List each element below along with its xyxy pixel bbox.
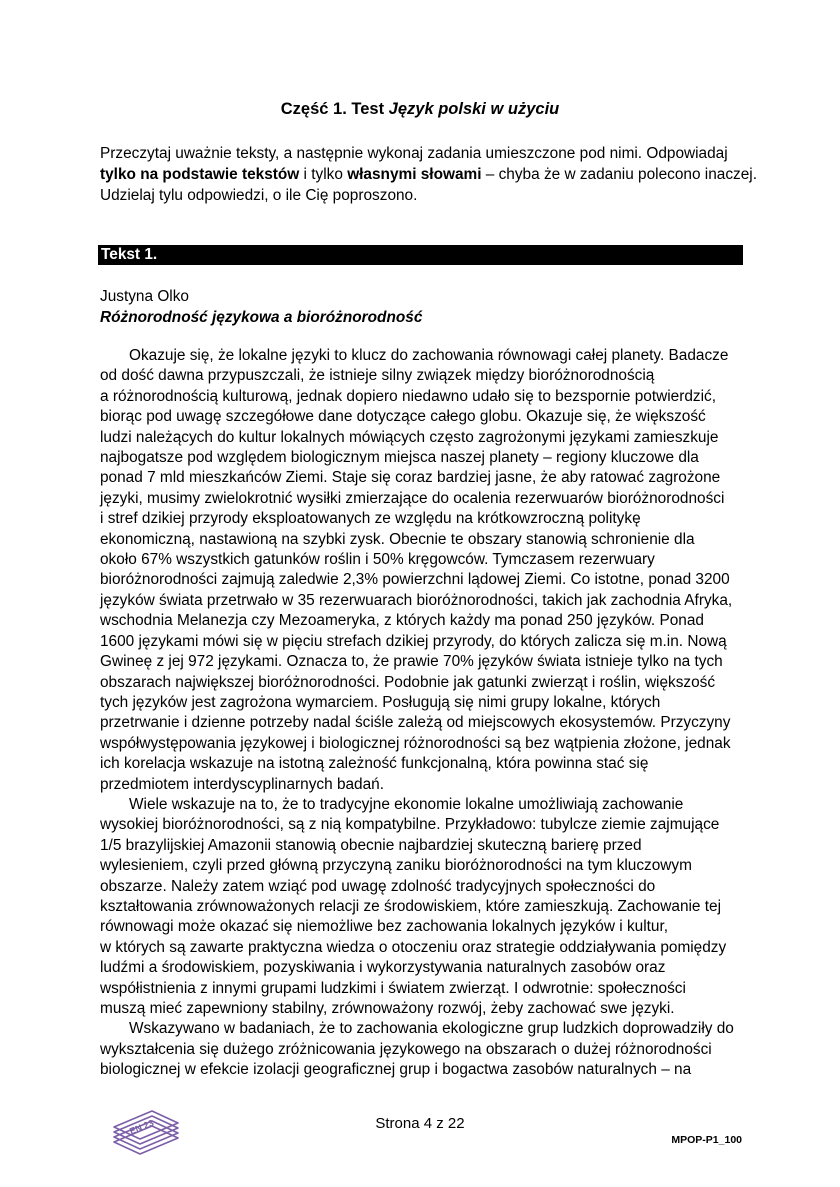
article-line: od dość dawna przypuszczali, że istnieje silny związek między bioróżnorodnością	[100, 367, 655, 385]
article-line: 1/5 brazylijskiej Amazonii stanowią obecnie najbardziej skuteczną barierę przed	[100, 836, 642, 854]
article-line: ekonomiczną, nastawioną na szybki zysk. Obecnie te obszary stanowią schronienie dla	[100, 530, 695, 548]
article-line: kształtowania zrównoważonych relacji ze środowiskiem, które zamieszkują. Zachowanie tej	[100, 897, 722, 915]
article-line: ludźmi a środowiskiem, pozyskiwania i wykorzystywania naturalnych zasobów oraz	[100, 959, 666, 977]
article-line: języki, musimy zwielokrotnić wysiłki zmierzające do ocalenia rezerwuarów bioróżnorodności	[100, 489, 725, 507]
article-body	[100, 346, 745, 1081]
page-title	[0, 99, 840, 119]
article-line: wylesieniem, czyli przed główną przyczyną zaniku bioróżnorodności na tym kluczowym	[100, 857, 692, 875]
intro-text-3: – chyba że w zadaniu polecono inaczej. Udzielaj tylu odpowiedzi, o ile Cię poproszono.	[100, 165, 757, 204]
article-line: Wiele wskazuje na to, że to tradycyjne ekonomie lokalne umożliwiają zachowanie	[129, 795, 684, 813]
exam-code: MPOP-P1_100	[671, 1134, 742, 1146]
article-line: i stref dzikiej przyrody eksploatowanych ze względu na krótkowzroczną politykę	[100, 510, 641, 528]
article-line: równowagi może okazać się niemożliwe bez zachowania lokalnych języków i kultur,	[100, 918, 669, 936]
article-line: ludzi należących do kultur lokalnych mówiących często zagrożonymi językami zamieszkuje	[100, 428, 719, 446]
article-line: współistnienia z innymi grupami ludzkimi i światem zwierząt. I odwrotnie: społeczności	[100, 979, 686, 997]
title-italic: Język polski w użyciu	[388, 100, 560, 118]
article-line: tych języków jest zagrożona wymarciem. Posługują się nimi grupy lokalne, których	[100, 693, 661, 711]
article-line: w których są zawarte praktyczna wiedza o otoczeniu oraz strategie oddziaływania pomiędzy	[100, 938, 727, 956]
article-line: obszarach największej bioróżnorodności. Podobnie jak gatunki zwierząt i roślin, większość	[100, 673, 716, 691]
section-heading: Tekst 1.	[98, 245, 743, 265]
page-number: Strona 4 z 22	[375, 1115, 465, 1132]
article-title: Różnorodność językowa a bioróżnorodność	[100, 309, 423, 326]
article-line: wschodnia Melanezja czy Mezoameryka, z których każdy ma ponad 250 języków. Ponad	[100, 612, 704, 630]
article-line: a różnorodnością kulturową, jednak dopiero niedawno udało się to bezspornie potwierdzić,	[100, 387, 717, 405]
logo-text: EN 23	[128, 1117, 156, 1137]
article-line: współwystępowania językowej i biologicznej różnorodności są bez wątpienia złożone, jednak	[100, 734, 731, 752]
article-line: Wskazywano w badaniach, że to zachowania ekologiczne grup ludzkich doprowadziły do	[129, 1020, 734, 1038]
article-line: ponad 7 mld mieszkańców Ziemi. Staje się coraz bardziej jasne, że aby ratować zagrożone	[100, 469, 721, 487]
article-line: najbogatsze pod względem biologicznym miejsca naszej planety – regiony kluczowe dla	[100, 449, 699, 467]
article-line: bioróżnorodności zajmują zaledwie 2,3% powierzchni lądowej Ziemi. Co istotne, ponad 3200	[100, 571, 730, 589]
article-line: wysokiej bioróżnorodności, są z nią kompatybilne. Przykładowo: tubylcze ziemie zajmujące	[100, 816, 720, 834]
article-line: Okazuje się, że lokalne języki to klucz do zachowania równowagi całej planety. Badacze	[129, 347, 729, 364]
intro-text-1: Przeczytaj uważnie teksty, a następnie wykonaj zadania umieszczone pod nimi. Odpowiadaj	[100, 145, 728, 162]
title-prefix: Część 1. Test	[280, 100, 389, 118]
article-line: przedmiotem interdyscyplinarnych badań.	[100, 775, 385, 793]
article-line: Gwineę z jej 972 językami. Oznacza to, że prawie 70% języków świata istnieje tylko na tych	[100, 653, 723, 671]
article-line: muszą mieć zapewniony stabilny, zrównoważony rozwój, żeby zachować swe języki.	[100, 1000, 675, 1017]
article-line: przetrwanie i dzienne potrzeby nadal ściśle zależą od miejscowych ekosystemów. Przyczyny	[100, 714, 731, 732]
article-line: wykształcenia się dużego zróżnicowania językowego na obszarach o dużej różnorodności	[100, 1040, 712, 1058]
article-author: Justyna Olko	[100, 288, 189, 305]
instructions	[100, 144, 760, 206]
article-line: 1600 językami mówi się w pięciu strefach dzikiej przyrody, do których zalicza się m.in. Nową	[100, 632, 727, 650]
article-line: języków świata przetrwało w 35 rezerwuarach bioróżnorodności, takich jak zachodnia Afryka,	[100, 591, 733, 609]
article-line: ich korelacja wskazuje na istotną zależność funkcjonalną, która powinna stać się	[100, 755, 649, 773]
intro-bold-1: tylko na podstawie tekstów	[100, 165, 300, 183]
intro-text-2: i tylko	[299, 165, 348, 183]
article-line: obszarze. Należy zatem wziąć pod uwagę zdolność tradycyjnych społeczności do	[100, 877, 656, 895]
article-line: biologicznej w efekcie izolacji geograficznej grup i bogactwa zasobów naturalnych – na	[100, 1061, 692, 1079]
article-line: około 67% wszystkich gatunków roślin i 50% kręgowców. Tymczasem rezerwuary	[100, 551, 655, 569]
intro-bold-2: własnymi słowami	[347, 165, 482, 183]
article-line: biorąc pod uwagę szczegółowe dane dotyczące całego globu. Okazuje się, że większość	[100, 408, 706, 426]
